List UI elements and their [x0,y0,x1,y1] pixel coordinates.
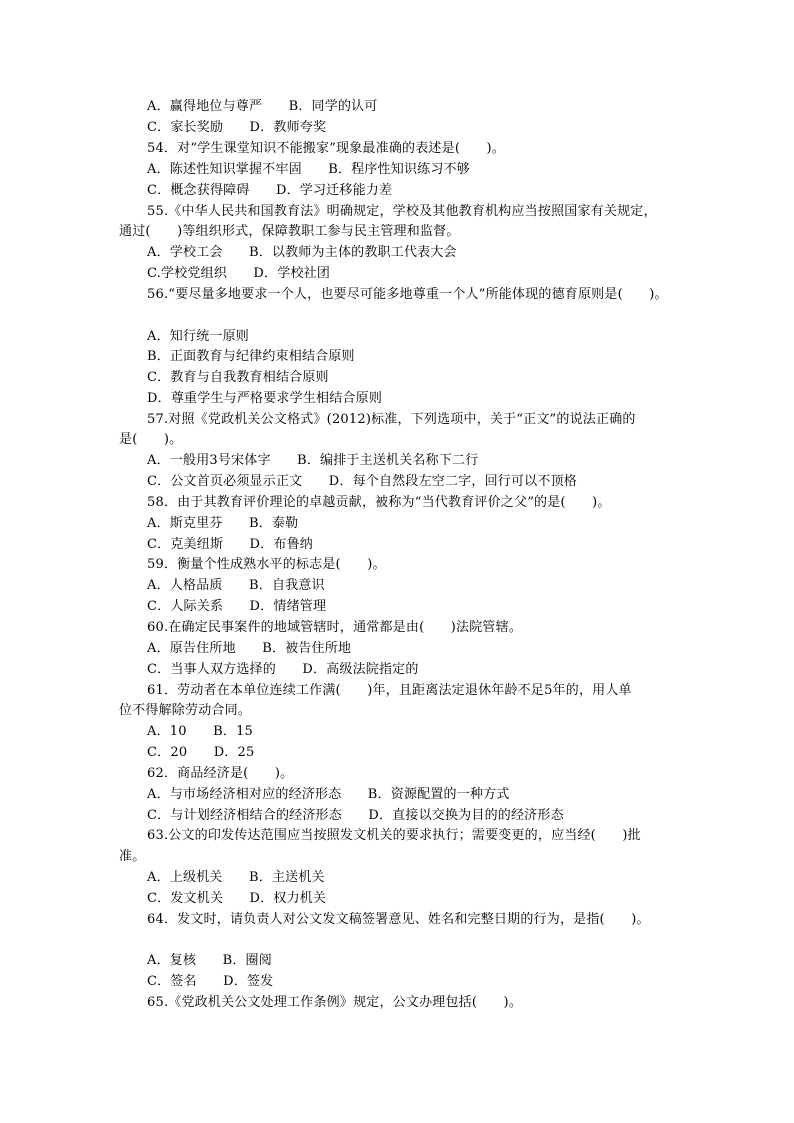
option-56-d: D．尊重学生与严格要求学生相结合原则 [147,391,383,406]
question-55-line-1: 55.《中华人民共和国教育法》明确规定，学校及其他教育机构应当按照国家有关规定， [147,204,657,219]
option-line-57-ab: A．一般用3号宋体字 B．编排于主送机关名称下二行 [147,453,479,468]
question-55-line-2: 通过( )等组织形式，保障教职工参与民主管理和监督。 [119,224,460,239]
option-line-62-cd: C．与计划经济相结合的经济形态 D．直接以交换为目的的经济形态 [147,808,564,823]
option-line-55-ab: A．学校工会 B．以教师为主体的教职工代表大会 [147,245,457,260]
option-line-55-cd: C.学校党组织 D．学校社团 [147,266,331,281]
option-line-54-ab: A．陈述性知识掌握不牢固 B．程序性知识练习不够 [147,162,470,177]
option-56-a: A．知行统一原则 [147,329,249,344]
option-line-61-cd: C．20 D．25 [147,745,255,760]
question-65: 65.《党政机关公文处理工作条例》规定，公文办理包括( )。 [147,995,523,1010]
question-57-line-2: 是( )。 [119,432,183,447]
question-61-line-2: 位不得解除劳动合同。 [119,703,252,718]
option-line-53-cd: C．家长奖励 D．教师夸奖 [147,120,327,135]
option-line-58-ab: A．斯克里芬 B．泰勒 [147,516,299,531]
option-line-62-ab: A．与市场经济相对应的经济形态 B．资源配置的一种方式 [147,787,510,802]
question-63-line-1: 63.公文的印发传达范围应当按照发文机关的要求执行；需要变更的，应当经( )批 [147,828,641,843]
option-line-63-ab: A．上级机关 B．主送机关 [147,870,325,885]
option-line-64-cd: C．签名 D．签发 [147,974,274,989]
question-58: 58．由于其教育评价理论的卓越贡献，被称为“当代教育评价之父”的是( )。 [147,495,611,510]
question-56: 56.“要尽量多地要求一个人，也要尽可能多地尊重一个人”所能体现的德育原则是( )。 [147,287,668,302]
question-60: 60.在确定民事案件的地域管辖时，通常都是由( )法院管辖。 [147,620,523,635]
option-line-60-ab: A．原告住所地 B．被告住所地 [147,641,352,656]
option-line-59-cd: C．人际关系 D．情绪管理 [147,599,327,614]
option-line-53-ab: A．赢得地位与尊严 B．同学的认可 [147,99,378,114]
option-line-59-ab: A．人格品质 B．自我意识 [147,578,325,593]
question-59: 59．衡量个性成熟水平的标志是( )。 [147,557,386,572]
option-line-61-ab: A．10 B．15 [147,724,254,739]
option-line-54-cd: C．概念获得障碍 D．学习迁移能力差 [147,183,393,198]
question-63-line-2: 准。 [119,849,146,864]
question-54: 54．对“学生课堂知识不能搬家”现象最准确的表述是( )。 [147,141,505,156]
question-62: 62．商品经济是( )。 [147,766,294,781]
option-line-57-cd: C．公文首页必须显示正文 D．每个自然段左空二字，回行可以不顶格 [147,474,577,489]
option-line-60-cd: C．当事人双方选择的 D．高级法院指定的 [147,662,419,677]
option-56-c: C．教育与自我教育相结合原则 [147,370,329,385]
question-64: 64．发文时，请负责人对公文发文稿签署意见、姓名和完整日期的行为，是指( )。 [147,912,650,927]
question-57-line-1: 57.对照《党政机关公文格式》(2012)标准，下列选项中，关于“正文”的说法正确的 [147,412,636,427]
option-line-58-cd: C．克美纽斯 D．布鲁纳 [147,537,313,552]
option-line-64-ab: A．复核 B．圈阅 [147,953,272,968]
option-56-b: B．正面教育与纪律约束相结合原则 [147,349,355,364]
question-61-line-1: 61．劳动者在本单位连续工作满( )年，且距离法定退休年龄不足5年的，用人单 [147,683,632,698]
option-line-63-cd: C．发文机关 D．权力机关 [147,891,327,906]
